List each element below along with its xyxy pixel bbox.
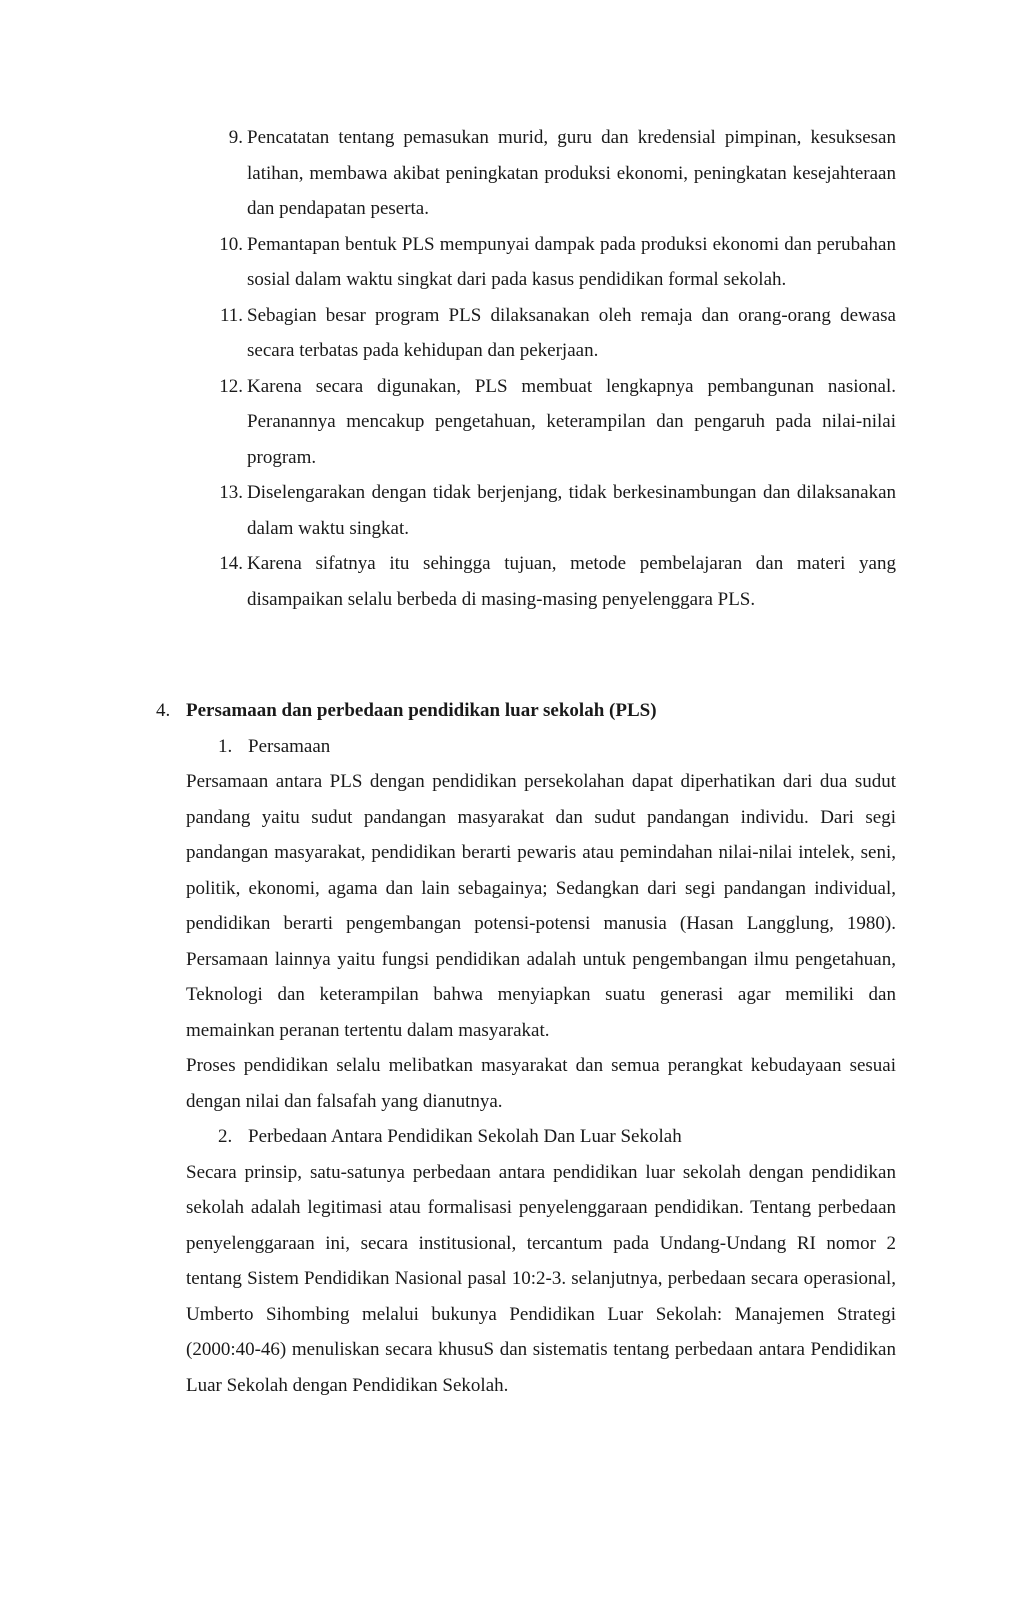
- section-heading: Persamaan dan perbedaan pendidikan luar sekolah (PLS): [186, 700, 657, 721]
- list-item: [213, 369, 896, 476]
- subsection-number: 2.: [218, 1126, 233, 1147]
- subsection-label: Persamaan: [248, 735, 331, 757]
- list-text: Karena secara digunakan, PLS membuat lengkapnya pembangunan nasional. Peranannya mencakup pengetahuan, keterampilan dan pengaruh pada nilai-nilai program.: [247, 375, 896, 468]
- paragraph: Persamaan antara PLS dengan pendidikan persekolahan dapat diperhatikan dari dua sudut pandang yaitu sudut pandangan masyarakat dan sudut pandangan individu. Dari segi pandangan masyarakat, pendidikan berarti pewaris atau pemindahan nilai-nilai intelek, seni, politik, ekonomi, agama dan lain sebagainya; Sedangkan dari segi pandangan individual, pendidikan berarti pengembangan potensi-potensi manusia (Hasan Langglung, 1980). Persamaan lainnya yaitu fungsi pendidikan adalah untuk pengembangan ilmu pengetahuan, Teknologi dan keterampilan bahwa menyiapkan suatu generasi agar memiliki dan memainkan peranan tertentu dalam masyarakat.: [186, 771, 896, 1041]
- section-number: 4.: [156, 700, 171, 721]
- list-number: 14.: [219, 553, 243, 574]
- subsection-number: 1.: [218, 735, 233, 757]
- list-number: 11.: [219, 304, 243, 326]
- list-item: [213, 546, 896, 617]
- list-item: [213, 475, 896, 546]
- list-item: [213, 120, 896, 227]
- list-number: 10.: [219, 233, 243, 255]
- list-number: 9.: [228, 127, 243, 148]
- list-text: Diselengarakan dengan tidak berjenjang, tidak berkesinambungan dan dilaksanakan dalam waktu singkat.: [247, 482, 896, 539]
- list-text: Karena sifatnya itu sehingga tujuan, metode pembelajaran dan materi yang disampaikan selalu berbeda di masing-masing penyelenggara PLS.: [247, 553, 896, 610]
- numbered-list: [213, 120, 896, 617]
- list-text: Pencatatan tentang pemasukan murid, guru dan kredensial pimpinan, kesuksesan latihan, membawa akibat peningkatan produksi ekonomi, peningkatan kesejahteraan dan pendapatan peserta.: [247, 127, 896, 219]
- list-item: [213, 227, 896, 298]
- list-text: Pemantapan bentuk PLS mempunyai dampak pada produksi ekonomi dan perubahan sosial dalam waktu singkat dari pada kasus pendidikan formal sekolah.: [247, 233, 896, 290]
- subsection-label: Perbedaan Antara Pendidikan Sekolah Dan Luar Sekolah: [248, 1126, 682, 1147]
- list-number: 13.: [219, 482, 243, 503]
- list-number: 12.: [219, 375, 243, 397]
- paragraph: Proses pendidikan selalu melibatkan masyarakat dan semua perangkat kebudayaan sesuai dengan nilai dan falsafah yang dianutnya.: [186, 1055, 896, 1112]
- list-item: [213, 298, 896, 369]
- paragraph: Secara prinsip, satu-satunya perbedaan antara pendidikan luar sekolah dengan pendidikan sekolah adalah legitimasi atau formalisasi penyelenggaraan pendidikan. Tentang perbedaan penyelenggaraan ini, secara institusional, tercantum pada Undang-Undang RI nomor 2 tentang Sistem Pendidikan Nasional pasal 10:2-3. selanjutnya, perbedaan secara operasional, Umberto Sihombing melalui bukunya Pendidikan Luar Sekolah: Manajemen Strategi (2000:40-46) menuliskan secara khusuS dan sistematis tentang perbedaan antara Pendidikan Luar Sekolah dengan Pendidikan Sekolah.: [186, 1161, 896, 1396]
- list-text: Sebagian besar program PLS dilaksanakan oleh remaja dan orang-orang dewasa secara terbatas pada kehidupan dan pekerjaan.: [247, 304, 896, 361]
